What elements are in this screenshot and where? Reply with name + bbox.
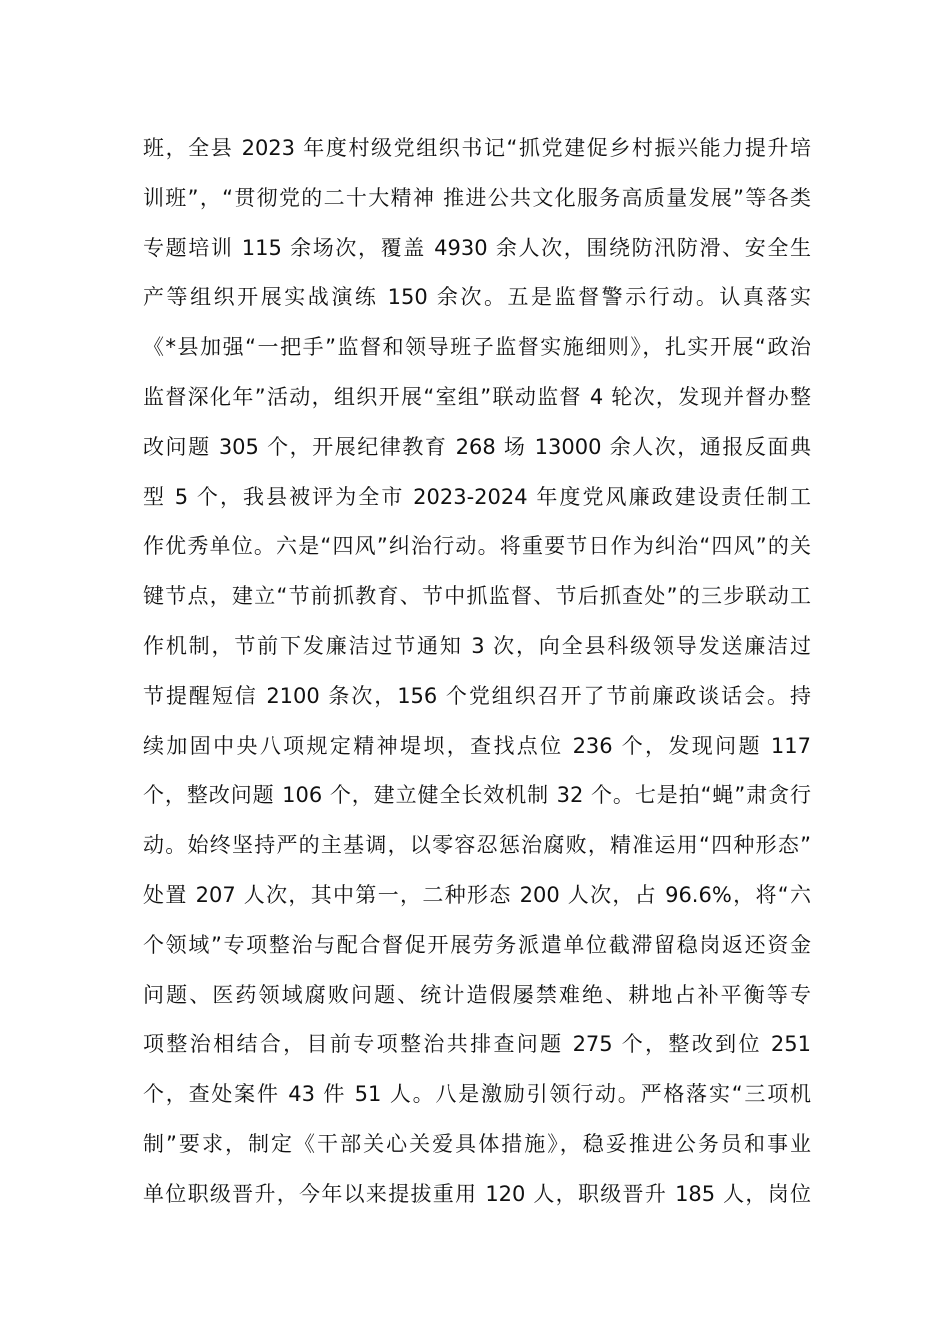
- text-line: 项整治相结合，目前专项整治共排查问题 275 个，整改到位 251: [143, 1032, 811, 1057]
- text-line: 键节点，建立“节前抓教育、节中抓监督、节后抓查处”的三步联动工: [143, 584, 811, 609]
- text-line: 改问题 305 个，开展纪律教育 268 场 13000 余人次，通报反面典: [143, 434, 811, 459]
- text-line: 训班”，“贯彻党的二十大精神 推进公共文化服务高质量发展”等各类: [143, 185, 811, 210]
- text-line: 班，全县 2023 年度村级党组织书记“抓党建促乡村振兴能力提升培: [143, 136, 811, 160]
- text-line: 节提醒短信 2100 条次，156 个党组织召开了节前廉政谈话会。持: [143, 683, 811, 708]
- text-line: 产等组织开展实战演练 150 余次。五是监督警示行动。认真落实: [143, 285, 811, 310]
- text-line: 《*县加强“一把手”监督和领导班子监督实施细则》，扎实开展“政治: [143, 335, 811, 360]
- text-line: 作机制，节前下发廉洁过节通知 3 次，向全县科级领导发送廉洁过: [143, 633, 811, 658]
- text-line: 问题、医药领域腐败问题、统计造假屡禁难绝、耕地占补平衡等专: [143, 982, 811, 1007]
- text-line: 续加固中央八项规定精神堤坝，查找点位 236 个，发现问题 117: [143, 733, 811, 758]
- text-line: 个领域”专项整治与配合督促开展劳务派遣单位截滞留稳岗返还资金: [143, 932, 811, 957]
- body-paragraph: [143, 124, 811, 1220]
- text-line: 个，查处案件 43 件 51 人。八是激励引领行动。严格落实“三项机: [143, 1082, 811, 1107]
- text-line: 型 5 个，我县被评为全市 2023-2024 年度党风廉政建设责任制工: [143, 484, 811, 509]
- text-line: 单位职级晋升，今年以来提拔重用 120 人，职级晋升 185 人，岗位: [143, 1181, 811, 1206]
- text-line: 专题培训 115 余场次，覆盖 4930 余人次，围绕防汛防滑、安全生: [143, 235, 811, 260]
- text-line: 作优秀单位。六是“四风”纠治行动。将重要节日作为纠治“四风”的关: [143, 534, 811, 559]
- text-line: 处置 207 人次，其中第一，二种形态 200 人次，占 96.6%，将“六: [143, 882, 811, 907]
- text-line: 个，整改问题 106 个，建立健全长效机制 32 个。七是拍“蝇”肃贪行: [143, 783, 811, 808]
- text-line: 动。始终坚持严的主基调，以零容忍惩治腐败，精准运用“四种形态”: [143, 833, 811, 858]
- text-line: 制”要求，制定《干部关心关爱具体措施》，稳妥推进公务员和事业: [143, 1131, 811, 1156]
- text-line: 监督深化年”活动，组织开展“室组”联动监督 4 轮次，发现并督办整: [143, 384, 811, 409]
